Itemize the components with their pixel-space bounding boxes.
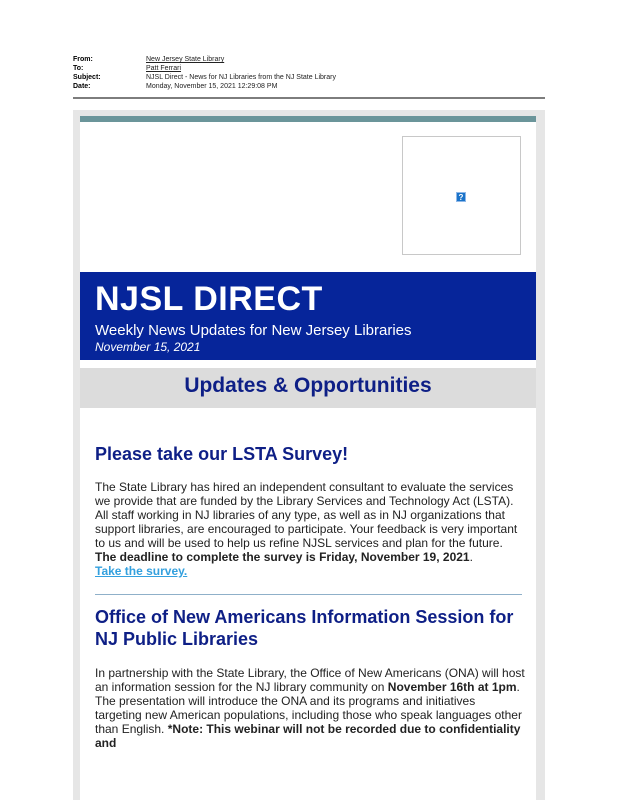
article-heading-lsta: Please take our LSTA Survey! xyxy=(95,444,349,464)
newsletter-subtitle: Weekly News Updates for New Jersey Libraries xyxy=(95,322,412,339)
take-survey-link[interactable]: Take the survey. xyxy=(95,564,188,578)
to-label: To: xyxy=(73,65,84,72)
to-link[interactable]: Patt Ferrari xyxy=(146,65,182,72)
article-body-lsta xyxy=(95,480,525,578)
lsta-deadline: The deadline to complete the survey is Friday, November 19, 2021 xyxy=(95,550,470,564)
logo-image-placeholder xyxy=(402,136,521,255)
section-bar xyxy=(80,368,536,408)
header-divider xyxy=(73,97,545,99)
broken-image-icon: ? xyxy=(456,192,466,202)
lsta-body-text: The State Library has hired an independent consultant to evaluate the services we provide that are funded by the Library Services and Technology Act (LSTA). All staff working in NJ libraries of any type, as well as in NJ organizations that support libraries, are encouraged to participate. Your feedback is very important to us and will be used to help us refine NJSL services and plan for the future. xyxy=(95,480,518,550)
date-label: Date: xyxy=(73,83,91,90)
ona-body-text-2: . The presentation will introduce the ONA and its programs and initiatives targeting new American populations, including those who speak languages other than English. xyxy=(95,680,522,736)
from-link[interactable]: New Jersey State Library xyxy=(146,56,225,63)
newsletter-date: November 15, 2021 xyxy=(95,340,201,354)
section-title: Updates & Opportunities xyxy=(184,374,432,397)
article-divider xyxy=(95,594,522,595)
ona-note: *Note: This webinar will not be recorded due to confidentiality and xyxy=(95,722,521,750)
newsletter-title: NJSL DIRECT xyxy=(95,280,323,318)
ona-date-bold: November 16th at 1pm xyxy=(387,680,517,694)
top-accent-bar xyxy=(80,116,536,122)
email-header xyxy=(73,55,336,91)
article-heading-ona: Office of New Americans Information Session for NJ Public Libraries xyxy=(95,607,514,649)
title-banner xyxy=(80,272,536,360)
subject-label: Subject: xyxy=(73,74,101,81)
article-body-ona xyxy=(95,666,525,750)
lsta-deadline-end: . xyxy=(469,550,473,564)
subject-value: NJSL Direct - News for NJ Libraries from the NJ State Library xyxy=(146,74,336,81)
from-label: From: xyxy=(73,56,93,63)
newsletter-card xyxy=(80,116,536,800)
date-value: Monday, November 15, 2021 12:29:08 PM xyxy=(146,83,278,90)
ona-body-text: In partnership with the State Library, the Office of New Americans (ONA) will host an information session for the NJ library community on xyxy=(95,666,525,694)
